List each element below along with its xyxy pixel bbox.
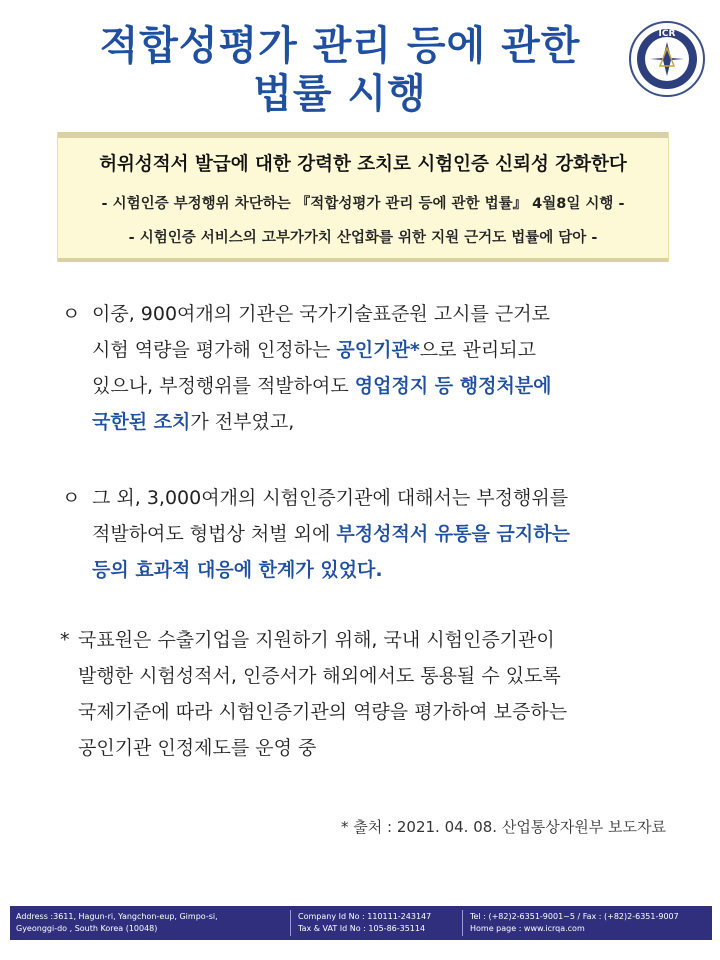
paragraph-line: 국한된 조치가 전부였고, — [92, 411, 295, 433]
bullet-mark: ㅇ — [62, 303, 81, 325]
paragraph-line: 공인기관 인정제도를 운영 중 — [78, 737, 317, 759]
highlight-line: 등의 효과적 대응에 한계가 있었다. — [92, 559, 383, 581]
paragraph-line: 있으나, 부정행위를 적발하여도 영업정지 등 행정처분에 — [92, 375, 552, 397]
highlight-text: 국한된 조치 — [92, 411, 191, 433]
paragraph-line: 그 외, 3,000여개의 시험인증기관에 대해서는 부정행위를 — [92, 487, 569, 509]
footer-homepage-link[interactable]: Home page : www.icrqa.com — [470, 924, 585, 933]
logo-text: ICR — [658, 29, 676, 39]
page-title-line2: 법률 시행 — [253, 71, 427, 117]
highlight-text: 영업정지 등 행정처분에 — [354, 375, 552, 397]
footnote-paragraph — [60, 622, 690, 766]
highlight-text: 공인기관* — [336, 339, 420, 361]
footer-tel: Tel : (+82)2-6351-9001~5 / Fax : (+82)2-6351-9007 — [470, 912, 679, 921]
page-title-line1: 적합성평가 관리 등에 관한 — [99, 23, 581, 69]
paragraph-line: 시험 역량을 평가해 인정하는 공인기관*으로 관리되고 — [92, 339, 536, 361]
paragraph-line: 이중, 900여개의 기관은 국가기술표준원 고시를 근거로 — [92, 303, 550, 325]
paragraph-line: 국제기준에 따라 시험인증기관의 역량을 평가하여 보증하는 — [78, 701, 568, 723]
footer-divider — [462, 910, 463, 936]
bullet-mark: ㅇ — [62, 487, 81, 509]
footer-contact — [470, 911, 679, 935]
footer-bar — [10, 906, 712, 940]
highlight-text: 부정성적서 유통을 금지하는 — [336, 523, 570, 545]
paragraph-2 — [62, 480, 692, 588]
footer-divider — [290, 910, 291, 936]
footer-address — [16, 911, 218, 935]
summary-banner — [57, 132, 669, 262]
paragraph-line: 발행한 시험성적서, 인증서가 해외에서도 통용될 수 있도록 — [78, 665, 561, 687]
paragraph-line: 적발하여도 형법상 처벌 외에 부정성적서 유통을 금지하는 — [92, 523, 570, 545]
footer-address-line: Gyeonggi-do , South Korea (10048) — [16, 924, 158, 933]
paragraph-line: 국표원은 수출기업을 지원하기 위해, 국내 시험인증기관이 — [78, 629, 555, 651]
footnote-mark: * — [60, 629, 70, 651]
icr-seal-icon — [628, 20, 706, 98]
footer-ids — [298, 911, 431, 935]
source-citation: * 출처 : 2021. 04. 08. 산업통상자원부 보도자료 — [341, 818, 666, 836]
footer-address-line: Address :3611, Hagun-ri, Yangchon-eup, Gimpo-si, — [16, 912, 218, 921]
banner-top-border — [58, 132, 668, 138]
footer-tax-id: Tax & VAT Id No : 105-86-35114 — [298, 924, 426, 933]
paragraph-1 — [62, 296, 692, 440]
banner-bottom-border — [58, 258, 668, 262]
footer-company-id: Company Id No : 110111-243147 — [298, 912, 432, 921]
banner-headline: 허위성적서 발급에 대한 강력한 조치로 시험인증 신뢰성 강화한다 — [99, 154, 627, 175]
banner-subline-2: - 시험인증 서비스의 고부가가치 산업화를 위한 지원 근거도 법률에 담아 - — [128, 230, 598, 246]
banner-subline-1: - 시험인증 부정행위 차단하는 『적합성평가 관리 등에 관한 법률』 4월8일 시행 - — [101, 196, 625, 212]
